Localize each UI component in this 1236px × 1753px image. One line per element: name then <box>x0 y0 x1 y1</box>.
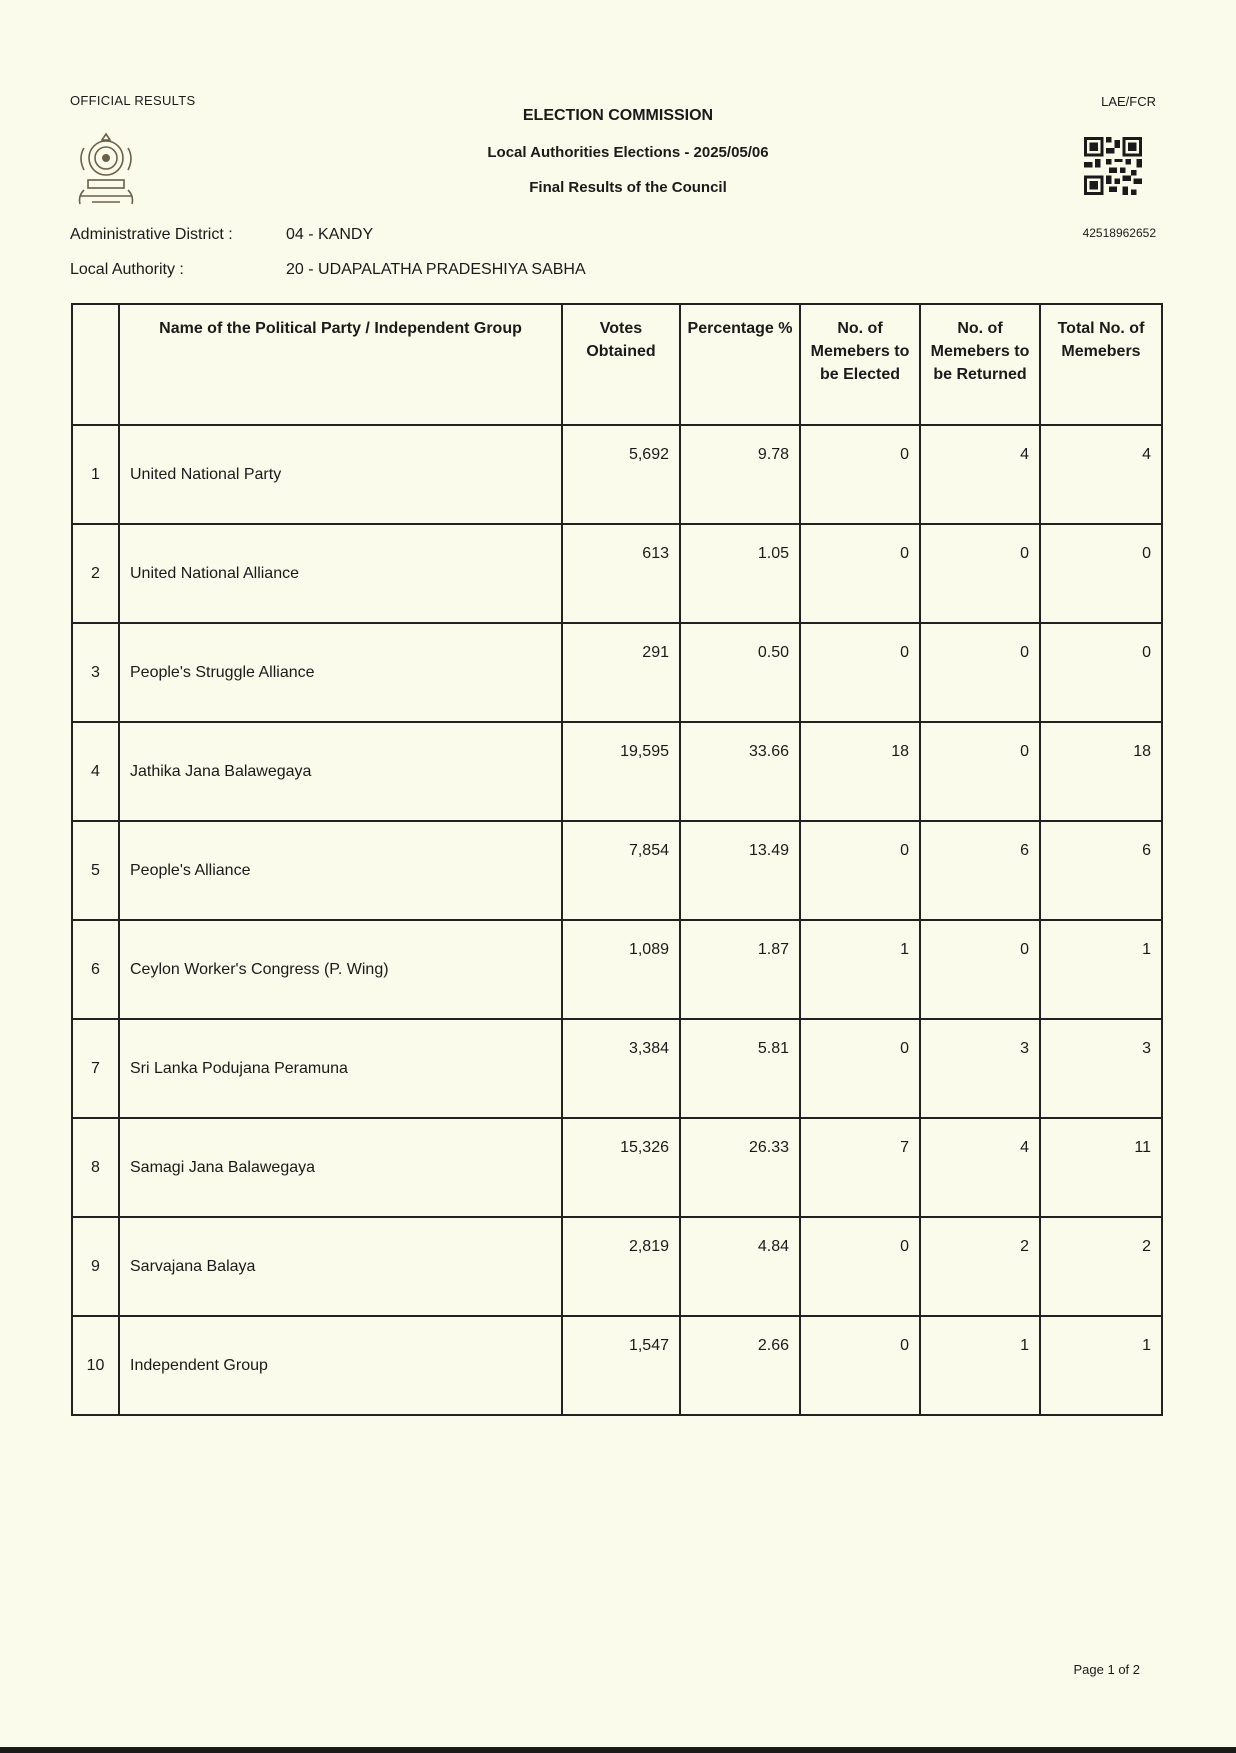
table-row <box>72 1316 1162 1415</box>
col-header-total: Total No. of Memebers <box>1040 304 1162 425</box>
members-returned: 3 <box>920 1019 1040 1118</box>
col-header-percentage: Percentage % <box>680 304 800 425</box>
row-number: 10 <box>72 1316 119 1415</box>
election-prefix: Local Authorities Elections - <box>487 144 690 161</box>
members-elected: 0 <box>800 1316 920 1415</box>
col-header-elected: No. of Memebers to be Elected <box>800 304 920 425</box>
scan-edge-divider <box>0 1747 1236 1753</box>
national-emblem-icon <box>70 128 142 210</box>
percentage: 5.81 <box>680 1019 800 1118</box>
members-elected: 0 <box>800 425 920 524</box>
total-members: 2 <box>1040 1217 1162 1316</box>
members-returned: 2 <box>920 1217 1040 1316</box>
members-elected: 0 <box>800 1217 920 1316</box>
page-number: Page 1 of 2 <box>1073 1662 1140 1677</box>
table-header-row <box>72 304 1162 425</box>
table-row <box>72 920 1162 1019</box>
total-members: 0 <box>1040 524 1162 623</box>
total-members: 1 <box>1040 1316 1162 1415</box>
official-results-label: OFFICIAL RESULTS <box>70 93 196 108</box>
members-returned: 0 <box>920 623 1040 722</box>
percentage: 4.84 <box>680 1217 800 1316</box>
party-name: People's Struggle Alliance <box>119 623 562 722</box>
members-returned: 0 <box>920 722 1040 821</box>
row-number: 5 <box>72 821 119 920</box>
table-row <box>72 821 1162 920</box>
serial-number: 42518962652 <box>1082 226 1156 240</box>
table-row <box>72 1217 1162 1316</box>
election-date: 2025/05/06 <box>693 144 769 161</box>
party-name: Ceylon Worker's Congress (P. Wing) <box>119 920 562 1019</box>
table-row <box>72 524 1162 623</box>
members-returned: 4 <box>920 425 1040 524</box>
members-elected: 18 <box>800 722 920 821</box>
percentage: 1.87 <box>680 920 800 1019</box>
members-returned: 1 <box>920 1316 1040 1415</box>
row-number: 3 <box>72 623 119 722</box>
votes-obtained: 15,326 <box>562 1118 680 1217</box>
table-row <box>72 425 1162 524</box>
qr-code-icon <box>1084 137 1142 195</box>
members-elected: 1 <box>800 920 920 1019</box>
members-elected: 0 <box>800 623 920 722</box>
row-number: 2 <box>72 524 119 623</box>
table-row <box>72 623 1162 722</box>
results-subtitle: Final Results of the Council <box>529 179 727 196</box>
votes-obtained: 613 <box>562 524 680 623</box>
votes-obtained: 291 <box>562 623 680 722</box>
percentage: 2.66 <box>680 1316 800 1415</box>
party-name: Samagi Jana Balawegaya <box>119 1118 562 1217</box>
percentage: 13.49 <box>680 821 800 920</box>
reference-code: LAE/FCR <box>1101 94 1156 109</box>
party-name: United National Party <box>119 425 562 524</box>
party-name: Independent Group <box>119 1316 562 1415</box>
row-number: 9 <box>72 1217 119 1316</box>
col-header-number <box>72 304 119 425</box>
votes-obtained: 5,692 <box>562 425 680 524</box>
col-header-votes: Votes Obtained <box>562 304 680 425</box>
table-row <box>72 722 1162 821</box>
percentage: 1.05 <box>680 524 800 623</box>
row-number: 6 <box>72 920 119 1019</box>
percentage: 9.78 <box>680 425 800 524</box>
party-name: Sri Lanka Podujana Peramuna <box>119 1019 562 1118</box>
table-row <box>72 1019 1162 1118</box>
commission-title: ELECTION COMMISSION <box>522 107 714 124</box>
members-elected: 7 <box>800 1118 920 1217</box>
party-name: People's Alliance <box>119 821 562 920</box>
votes-obtained: 19,595 <box>562 722 680 821</box>
members-elected: 0 <box>800 1019 920 1118</box>
members-elected: 0 <box>800 821 920 920</box>
votes-obtained: 2,819 <box>562 1217 680 1316</box>
total-members: 18 <box>1040 722 1162 821</box>
row-number: 8 <box>72 1118 119 1217</box>
votes-obtained: 7,854 <box>562 821 680 920</box>
members-elected: 0 <box>800 524 920 623</box>
district-value: 04 - KANDY <box>286 226 374 243</box>
members-returned: 4 <box>920 1118 1040 1217</box>
votes-obtained: 1,547 <box>562 1316 680 1415</box>
total-members: 0 <box>1040 623 1162 722</box>
total-members: 6 <box>1040 821 1162 920</box>
party-name: Sarvajana Balaya <box>119 1217 562 1316</box>
district-label: Administrative District : <box>70 226 233 243</box>
members-returned: 0 <box>920 524 1040 623</box>
row-number: 1 <box>72 425 119 524</box>
col-header-party-name: Name of the Political Party / Independent Group <box>119 304 562 425</box>
total-members: 4 <box>1040 425 1162 524</box>
members-returned: 0 <box>920 920 1040 1019</box>
party-name: Jathika Jana Balawegaya <box>119 722 562 821</box>
table-row <box>72 1118 1162 1217</box>
total-members: 1 <box>1040 920 1162 1019</box>
members-returned: 6 <box>920 821 1040 920</box>
results-table <box>71 303 1163 1416</box>
party-name: United National Alliance <box>119 524 562 623</box>
election-line <box>10 144 1236 161</box>
row-number: 4 <box>72 722 119 821</box>
percentage: 33.66 <box>680 722 800 821</box>
percentage: 26.33 <box>680 1118 800 1217</box>
authority-value: 20 - UDAPALATHA PRADESHIYA SABHA <box>286 261 586 278</box>
row-number: 7 <box>72 1019 119 1118</box>
col-header-returned: No. of Memebers to be Returned <box>920 304 1040 425</box>
total-members: 3 <box>1040 1019 1162 1118</box>
authority-label: Local Authority : <box>70 261 184 278</box>
votes-obtained: 3,384 <box>562 1019 680 1118</box>
percentage: 0.50 <box>680 623 800 722</box>
votes-obtained: 1,089 <box>562 920 680 1019</box>
total-members: 11 <box>1040 1118 1162 1217</box>
